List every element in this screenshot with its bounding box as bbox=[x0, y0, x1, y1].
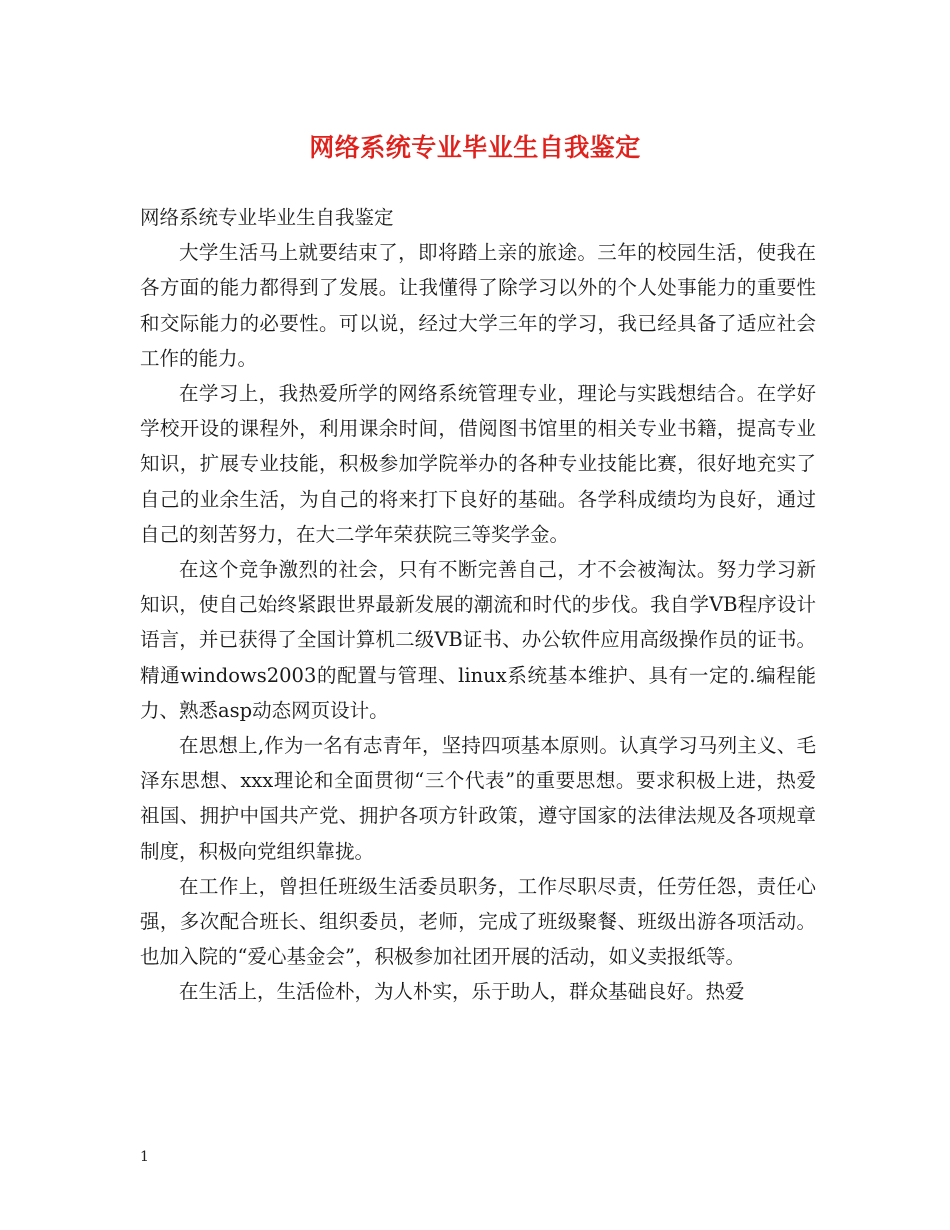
document-title: 网络系统专业毕业生自我鉴定 bbox=[309, 133, 641, 162]
document-subtitle: 网络系统专业毕业生自我鉴定 bbox=[140, 206, 394, 229]
paragraph-work: 在工作上，曾担任班级生活委员职务，工作尽职尽责，任劳任怨，责任心强，多次配合班长、组织委员，老师，完成了班级聚餐、班级出游各项活动。也加入院的“爱心基金会”，积极参加社团开展的活动，如义卖报纸等。 bbox=[140, 874, 816, 969]
document-body bbox=[140, 200, 816, 1010]
paragraph-self-improvement: 在这个竞争激烈的社会，只有不断完善自己，才不会被淘汰。努力学习新知识，使自己始终紧跟世界最新发展的潮流和时代的步伐。我自学VB程序设计语言，并已获得了全国计算机二级VB证书、办公软件应用高级操作员的证书。精通windows2003的配置与管理、linux系统基本维护、具有一定的.编程能力、熟悉asp动态网页设计。 bbox=[140, 558, 816, 722]
paragraph-intro: 大学生活马上就要结束了，即将踏上亲的旅途。三年的校园生活，使我在各方面的能力都得到了发展。让我懂得了除学习以外的个人处事能力的重要性和交际能力的必要性。可以说，经过大学三年的学习，我已经具备了适应社会工作的能力。 bbox=[140, 241, 816, 370]
paragraph-life: 在生活上，生活俭朴，为人朴实，乐于助人，群众基础良好。热爱 bbox=[179, 980, 745, 1004]
paragraph-study: 在学习上，我热爱所学的网络系统管理专业，理论与实践想结合。在学好学校开设的课程外，利用课余时间，借阅图书馆里的相关专业书籍，提高专业知识，扩展专业技能，积极参加学院举办的各种专业技能比赛，很好地充实了自己的业余生活，为自己的将来打下良好的基础。各学科成绩均为良好，通过自己的刻苦努力，在大二学年荣获院三等奖学金。 bbox=[140, 382, 816, 546]
paragraph-ideology: 在思想上,作为一名有志青年，坚持四项基本原则。认真学习马列主义、毛泽东思想、xxx理论和全面贯彻“三个代表”的重要思想。要求积极上进，热爱祖国、拥护中国共产党、拥护各项方针政策，遵守国家的法律法规及各项规章制度，积极向党组织靠拢。 bbox=[140, 734, 816, 863]
page-number: 1 bbox=[140, 1149, 149, 1165]
